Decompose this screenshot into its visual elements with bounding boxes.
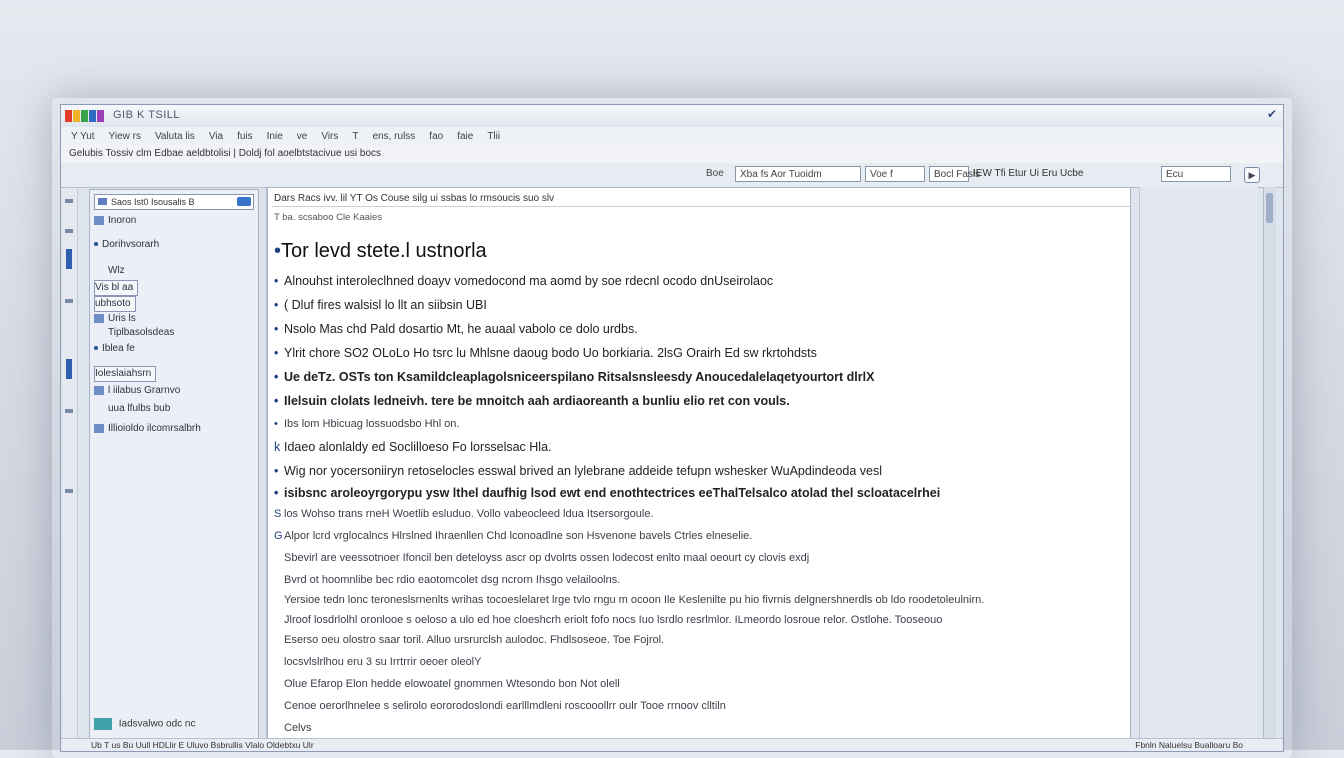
line-text: Nsolo Mas chd Pald dosartio Mt, he auaal vabolo ce dolo urdbs. (284, 322, 638, 336)
logo-stripe (89, 110, 96, 122)
document-subheader: T ba. scsaboo Cle Kaaies (274, 212, 383, 223)
strip-accent[interactable] (66, 249, 72, 269)
menu-item[interactable]: T (352, 130, 359, 142)
line-text: Sbevirl are veessotnoer Ifoncil ben deteloyss ascr op dvolrts ossen lodecost enlto maal oeourt cy clovis exdj (284, 552, 810, 564)
logo-stripe (73, 110, 80, 122)
sidebar-item[interactable] (94, 296, 136, 312)
sidebar-item[interactable] (94, 280, 138, 296)
line-text: locsvlslrlhou eru 3 su Irrtrrir oeoer oleolY (284, 656, 482, 668)
document-header: Dars Racs ivv. lil YT Os Couse silg ui ssbas lo rmsoucis suo slv (274, 193, 555, 204)
sidebar-footer-label: Iadsvalwo odc nc (118, 718, 196, 730)
sidebar-item-label: ubhsoto (95, 298, 131, 309)
sidebar-item[interactable] (94, 366, 156, 382)
document-scrollbar[interactable] (1263, 187, 1276, 743)
sidebar-item[interactable] (94, 342, 135, 356)
menu-bar (61, 127, 1283, 146)
document-line (274, 722, 312, 734)
window-chevron-icon[interactable]: ✔︎ (1266, 107, 1277, 121)
sidebar-item-label: Wlz (108, 265, 125, 276)
app-window (60, 104, 1284, 752)
line-bullet: • (274, 346, 279, 360)
document-line (274, 574, 620, 586)
logo-stripe (65, 110, 72, 122)
strip-mark (65, 409, 73, 413)
toolbar-label: Boe (706, 168, 724, 179)
document-line (274, 594, 984, 606)
document-line (274, 508, 654, 520)
line-text: Celvs (284, 722, 312, 734)
document-line (274, 678, 620, 690)
toolbar-text: IEW Tfi Etur Ui Eru Ucbe (973, 168, 1084, 179)
status-bar (61, 738, 1283, 751)
toolbar (61, 163, 1283, 188)
menu-item[interactable]: Valuta lis (154, 130, 195, 142)
window-title: GIB K TSILL (113, 109, 181, 121)
line-text: Ue deTz. OSTs ton Ksamildcleaplagolsniceerspilano Ritsalsnsleesdy Anoucedalelaqetyourtort dlrlX (284, 370, 875, 384)
strip-accent[interactable] (66, 359, 72, 379)
document-icon (94, 424, 104, 433)
line-text: Alpor lcrd vrglocalncs Hlrslned Ihraenllen Chd lconoadlne son Hsvenone bavels Ctrles elneselie. (284, 530, 753, 542)
document-line (274, 418, 459, 430)
sidebar-item[interactable] (94, 422, 201, 436)
toolbar-field-1[interactable]: Xba fs Aor Tuoidm (735, 166, 861, 182)
document-title-text: Tor levd stete.l ustnorla (281, 240, 487, 262)
sidebar-item-label: Vis bl aa (95, 282, 134, 293)
document-area (266, 187, 1131, 743)
line-text: Idaeo alonlaldy ed Soclilloeso Fo lorsselsac Hla. (284, 440, 552, 454)
document-line (274, 700, 726, 712)
sidebar-header-label: Saos Ist0 Isousalis B (111, 197, 195, 207)
line-text: ( Dluf fires walsisl lo llt an siibsin UBI (284, 298, 487, 312)
logo-stripe (97, 110, 104, 122)
strip-mark (65, 229, 73, 233)
terminal-icon (94, 718, 112, 730)
menu-item[interactable]: Virs (321, 130, 339, 142)
sidebar-item-label: l iilabus Grarnvo (108, 385, 181, 396)
sidebar-footer[interactable] (94, 718, 196, 730)
title-bar (61, 105, 1283, 128)
line-bullet: • (274, 418, 278, 430)
sidebar-item-label: Uris ls (108, 313, 136, 324)
app-logo-icon (65, 110, 104, 122)
line-bullet: k (274, 440, 281, 454)
sidebar-item-label: Iblea fe (102, 343, 135, 354)
toggle-icon[interactable] (237, 197, 251, 206)
left-activity-strip (63, 189, 78, 739)
path-bar[interactable]: Gelubis Tossiv clm Edbae aeldbtolisi | Doldj fol aoelbtstacivue usi bocs (61, 145, 1283, 164)
document-line (274, 656, 481, 668)
line-text: Ibs lom Hbicuag lossuodsbo Hhl on. (284, 418, 460, 430)
document-line (274, 370, 874, 384)
menu-item[interactable]: ens, rulss (372, 130, 416, 142)
sidebar-item[interactable] (94, 312, 136, 326)
menu-item[interactable]: Tlii (487, 130, 501, 142)
document-line (274, 298, 487, 312)
status-right: Fbnln Naluelsu Bualloaru Bo (1135, 740, 1243, 750)
document-line (274, 486, 940, 500)
line-bullet: • (274, 394, 279, 408)
menu-item[interactable]: Via (208, 130, 224, 142)
strip-mark (65, 199, 73, 203)
document-title: •Tor levd stete.l ustnorla (274, 240, 487, 262)
sidebar-item-label: Tiplbasolsdeas (108, 327, 175, 338)
toolbar-field-3[interactable]: Bocl Fasls (929, 166, 969, 182)
document-line (274, 274, 773, 288)
document-line (274, 634, 664, 646)
sidebar-item-label: Dorihvsorarh (102, 239, 160, 250)
line-text: Jlroof losdrlolhl oronlooe s oeloso a ulo ed hoe cloeshcrh eriolt fofo nocs Iuo lsrdlo resrlmlor. ILmeordo losroue relor. Ostlohe. Tooseouo (284, 614, 943, 626)
line-text: los Wohso trans rneH Woetlib esluduo. Vollo vabeocleed ldua Itsersorgoule. (284, 508, 654, 520)
menu-item[interactable]: Y Yut (71, 130, 95, 142)
line-text: Cenoe oerorlhnelee s selirolo eororodoslondi earlllmdleni roscooollrr oulr Tooe rrnoov clltiln (284, 700, 726, 712)
line-bullet: • (274, 274, 279, 288)
menu-item[interactable]: fao (429, 130, 444, 142)
line-bullet: • (274, 298, 279, 312)
sidebar-item-label: Ioleslaiahsrn (95, 368, 152, 379)
sidebar (89, 189, 259, 739)
menu-item[interactable]: fuis (237, 130, 253, 142)
line-bullet: G (274, 530, 283, 542)
bullet-icon (94, 346, 98, 350)
line-bullet: • (274, 322, 279, 336)
line-text: Ylrit chore SO2 OLoLo Ho tsrc lu Mhlsne daoug bodo Uo borkiaria. 2lsG Orairh Ed sw rkrtohdsts (284, 346, 817, 360)
sidebar-item[interactable] (94, 238, 159, 252)
line-text: isibsnc aroleoyrgorypu ysw lthel daufhig lsod ewt end enothtectrices eeThalTelsalco atolad thel scloatacelrhei (284, 486, 941, 500)
document-icon (94, 386, 104, 395)
sidebar-item[interactable] (108, 402, 170, 416)
logo-stripe (81, 110, 88, 122)
sidebar-item[interactable] (108, 264, 125, 278)
document-line (274, 440, 552, 454)
document-line (274, 322, 638, 336)
line-bullet: • (274, 464, 279, 478)
sidebar-item[interactable] (94, 214, 136, 228)
document-page[interactable] (267, 187, 1131, 743)
menu-item[interactable]: faie (457, 130, 474, 142)
document-line (274, 346, 817, 360)
line-bullet: • (274, 486, 279, 500)
sidebar-item-label: uua lfulbs bub (108, 403, 171, 414)
toolbar-field-2[interactable]: Voe f (865, 166, 925, 182)
sidebar-item-label: Inoron (108, 215, 137, 226)
bullet-icon (94, 242, 98, 246)
menu-item[interactable]: Yiew rs (108, 130, 141, 142)
line-text: Wig nor yocersoniiryn retoselocles esswal brived an lylebrane addeide tefupn wshesker WuApdindeoda vesl (284, 464, 883, 478)
line-bullet: • (274, 370, 279, 384)
line-text: Alnouhst interoleclhned doayv vomedocond ma aomd by soe rdecnl ocodo dnUseirolaoc (284, 274, 774, 288)
sidebar-header[interactable] (94, 194, 254, 210)
strip-mark (65, 299, 73, 303)
scrollbar-thumb[interactable] (1266, 193, 1273, 223)
document-icon (94, 216, 104, 225)
play-icon[interactable]: ▶ (1244, 167, 1260, 183)
document-line (274, 614, 942, 626)
sidebar-item-label: Illioioldo ilcomrsalbrh (108, 423, 201, 434)
toolbar-field-4[interactable]: Ecu (1161, 166, 1231, 182)
line-text: Bvrd ot hoomnlibe bec rdio eaotomcolet dsg ncrorn Ihsgo velailoolns. (284, 574, 621, 586)
document-line (274, 552, 809, 564)
line-bullet: S (274, 508, 282, 520)
menu-item[interactable]: ve (296, 130, 308, 142)
sidebar-scrollbar[interactable] (259, 189, 265, 737)
line-text: Ilelsuin clolats ledneivh. tere be mnoitch aah ardiaoreanth a bunliu elio ret con vouls. (284, 394, 790, 408)
document-line (274, 464, 882, 478)
line-text: Yersioe tedn lonc teroneslsrnenlts wrihas tocoeslelaret lrge tvlo rngu m ocoon Ile Keslenilte pu hio fivrnis delgnershnerdls ob ldo roodetoleulnirn. (284, 594, 985, 606)
header-divider (272, 206, 1130, 207)
menu-item[interactable]: Inie (266, 130, 283, 142)
strip-mark (65, 489, 73, 493)
sidebar-item[interactable] (108, 326, 174, 340)
status-left: Ub T us Bu Uull HDLlir E Uluvo Bsbrullis Vlalo Oldebtxu Ulr (91, 740, 314, 750)
document-line (274, 394, 790, 408)
right-pane (1139, 187, 1258, 743)
line-text: Eserso oeu olostro saar toril. Alluo ursrurclsh aulodoc. Fhdlsoseoe. Toe Fojrol. (284, 634, 665, 646)
sidebar-item[interactable] (94, 384, 180, 398)
document-icon (94, 314, 104, 323)
folder-icon (98, 198, 107, 205)
line-text: Olue Efarop Elon hedde elowoatel gnommen Wtesondo bon Not olell (284, 678, 620, 690)
document-line (274, 530, 752, 542)
